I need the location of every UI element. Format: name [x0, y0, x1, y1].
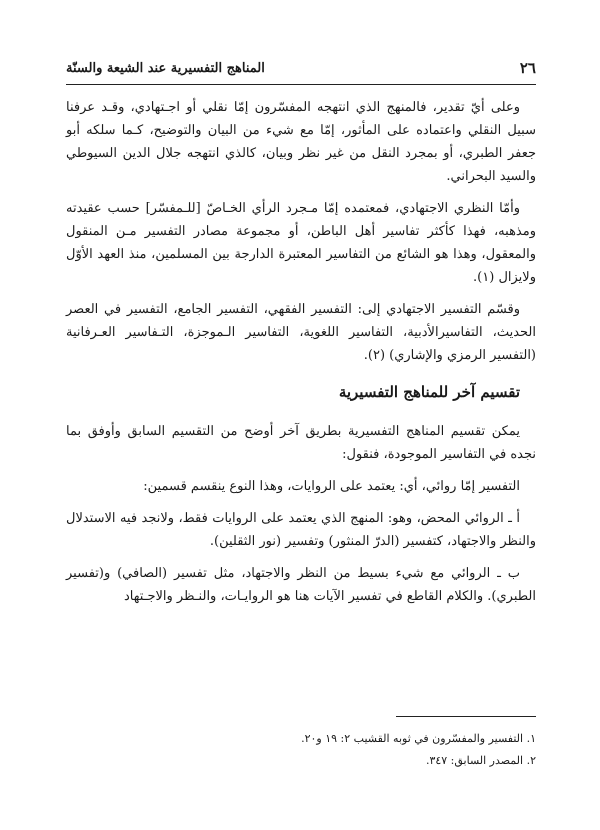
paragraph: ب ـ الروائي مع شيء بسيط من النظر والاجتهاد، مثل تفسير (الصافي) و(تفسير الطبري). والكلام القاطع في تفسير الآيات هنا هو الروايـات، والنـظر والاجـتهاد	[66, 566, 536, 604]
footnote: ١. التفسير والمفسّرون في ثوبه القشيب ٢: ١٩ و٢٠.	[301, 732, 536, 745]
running-title: المناهج التفسيرية عند الشيعة والسنّة	[66, 60, 265, 76]
body-text	[66, 96, 536, 617]
footnote-rule	[396, 716, 536, 717]
paragraph: أ ـ الروائي المحض، وهو: المنهج الذي يعتمد على الروايات فقط، ولانجد فيه الاستدلال والنظر والاجتهاد، كتفسير (الدرّ المنثور) وتفسير (نور الثقلين).	[66, 511, 536, 549]
paragraph: يمكن تقسيم المناهج التفسيرية بطريق آخر أوضح من التقسيم السابق وأوفق بما نجده في التفاسير الموجودة، فنقول:	[66, 424, 536, 462]
paragraph: وعلى أيّ تقدير، فالمنهج الذي انتهجه المفسّرون إمّا نقلي أو اجـتهادي، وقـد عرفنا سبيل النقلي واعتماده على المأثور، إمّا مع شيء من البيان والتوضيح، كـما سلكه أبو جعفر الطبري، أو بمجرد النقل من غير نظر وبيان، كالذي انتهجه جلال الدين السيوطي والسيد البحراني.	[66, 100, 536, 184]
paragraph: وقسّم التفسير الاجتهادي إلى: التفسير الفقهي، التفسير الجامع، التفسير في العصر الحديث، التفاسيرالأدبية، التفاسير اللغوية، التفاسير الـموجزة، التـفاسير العـرفانية (التفسير الرمزي والإشاري) (٢).	[66, 302, 536, 363]
footnote: ٢. المصدر السابق: ٣٤٧.	[425, 754, 536, 767]
header-rule	[66, 84, 536, 85]
running-header	[66, 56, 536, 80]
paragraph: التفسير إمّا روائي، أي: يعتمد على الروايات، وهذا النوع ينقسم قسمين:	[143, 479, 520, 494]
footnotes	[66, 728, 536, 772]
paragraph: وأمّا النظري الاجتهادي، فمعتمده إمّا مـجرد الرأي الخـاصّ [للـمفسّر] حسب عقيدته ومذهبه، فهذا كأكثر تفاسير أهل الباطن، أو مجموعة مصادر التفسير مـن المنقول والمعقول، وهذا هو الشائع من التفاسير المعتبرة الدارجة بين المسلمين، منذ العهد الأوّل ولايزال (١).	[66, 201, 536, 285]
section-heading: تقسيم آخر للمناهج التفسيرية	[338, 383, 520, 401]
page-number: ٢٦	[519, 59, 536, 77]
